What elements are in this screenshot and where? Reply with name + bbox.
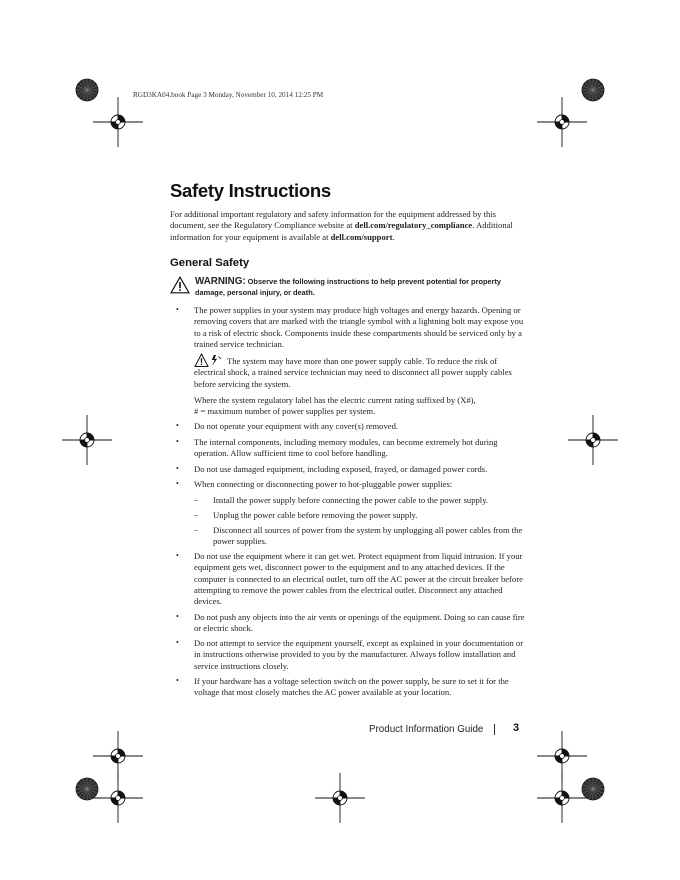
list-item: Do not attempt to service the equipment yourself, except as explained in your documentation or in instructions otherwise provided to you by the manufacturer. Always follow installation and service instructions closely. <box>194 638 524 671</box>
footer-label: Product Information Guide <box>369 724 484 735</box>
bullet-marker: • <box>176 464 179 473</box>
registration-mark-icon <box>536 772 588 824</box>
page-number: 3 <box>513 722 520 734</box>
bullet-marker: • <box>176 305 179 314</box>
registration-mark-icon <box>536 96 588 148</box>
list-item: The power supplies in your system may produce high voltages and energy hazards. Opening or removing covers that are marked with the triangle symbol with a lightning bolt may expose you to a risk of electric shock. Components inside these compartments should be serviced only by a trained service technician. <box>194 305 524 349</box>
regulatory-line-2: # = maximum number of power supplies per system. <box>194 406 376 416</box>
bullet-marker: • <box>176 676 179 685</box>
registration-mark-icon <box>92 772 144 824</box>
intro-paragraph: For additional important regulatory and safety information for the equipment addressed by this document, see the Regulatory Compliance website at dell.com/regulatory_compliance. Additional information for your equipment is available at dell.com/support. <box>170 209 513 242</box>
support-link[interactable]: dell.com/support <box>330 231 393 242</box>
list-item: Do not use damaged equipment, including exposed, frayed, or damaged power cords. <box>194 464 488 474</box>
dash-marker: – <box>194 510 198 519</box>
list-item: Do not operate your equipment with any cover(s) removed. <box>194 421 399 431</box>
note-paragraph: The system may have more than one power supply cable. To reduce the risk of electrical shock, a trained service technician may need to disconnect all power supply cables before servicing the system. <box>194 356 512 389</box>
warning-text: WARNING: Observe the following instructions to help prevent potential for property damage, personal injury, or death. <box>195 276 502 297</box>
list-item: Do not push any objects into the air vents or openings of the equipment. Doing so can cause fire or electric shock. <box>194 612 525 634</box>
registration-mark-icon <box>61 414 113 466</box>
bullet-marker: • <box>176 638 179 647</box>
list-item: If your hardware has a voltage selection switch on the power supply, be sure to set it for the voltage that most closely matches the AC power available at your location. <box>194 676 509 698</box>
registration-mark-icon <box>314 772 366 824</box>
list-item: The internal components, including memory modules, can become extremely hot during operation. Allow sufficient time to cool before handling. <box>194 437 498 459</box>
bullet-marker: • <box>176 612 179 621</box>
warning-triangle-icon <box>170 276 190 294</box>
bullet-marker: • <box>176 421 179 430</box>
regulatory-line-1: Where the system regulatory label has the electric current rating suffixed by (X#), <box>194 395 476 405</box>
page-header: RGD3KA04.book Page 3 Monday, November 10, 2014 12:25 PM <box>133 91 324 99</box>
sub-list-item: Disconnect all sources of power from the system by unplugging all power cables from the power supplies. <box>213 525 523 547</box>
bullet-marker: • <box>176 551 179 560</box>
dash-marker: – <box>194 495 198 504</box>
registration-mark-icon <box>92 96 144 148</box>
dash-marker: – <box>194 525 198 534</box>
page-title: Safety Instructions <box>170 180 331 201</box>
list-item: Do not use the equipment where it can get wet. Protect equipment from liquid intrusion. If your equipment gets wet, disconnect power to the equipment and to any attached devices. If the computer is connected to an electrical outlet, turn off the AC power at the circuit breaker before attempting to remove the power cables from the electrical outlet. Disconnect any attached devices. <box>194 551 523 607</box>
regulatory-link[interactable]: dell.com/regulatory_compliance <box>354 220 473 231</box>
sub-list-item: Unplug the power cable before removing the power supply. <box>213 510 418 520</box>
section-heading: General Safety <box>170 257 250 269</box>
footer-divider <box>494 724 495 735</box>
bullet-marker: • <box>176 437 179 446</box>
registration-mark-icon <box>567 414 619 466</box>
list-item: When connecting or disconnecting power to hot-pluggable power supplies: <box>194 479 453 489</box>
sub-list-item: Install the power supply before connecting the power cable to the power supply. <box>213 495 489 505</box>
bullet-marker: • <box>176 479 179 488</box>
